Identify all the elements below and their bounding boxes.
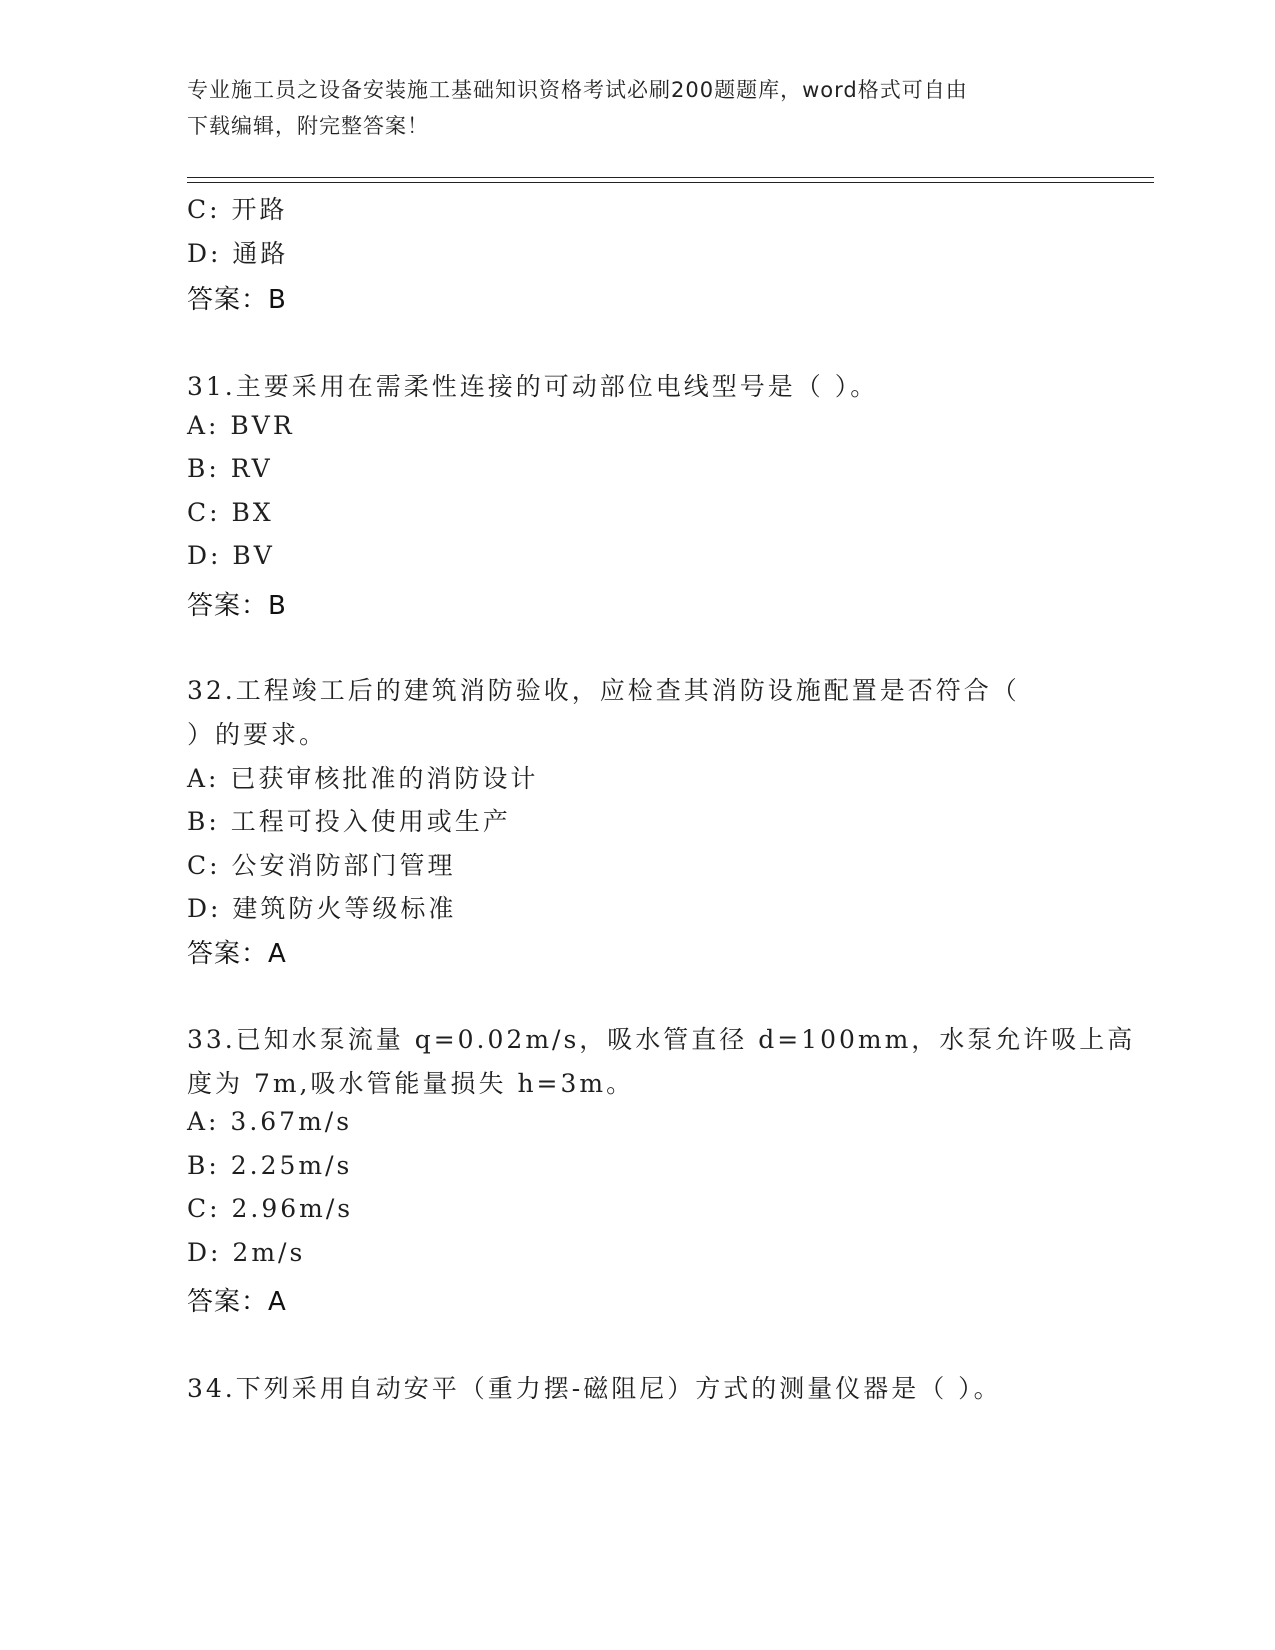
header-divider-bottom [187,182,1154,183]
q31-option-b: B: RV [187,454,273,483]
q32-option-c: C: 公安消防部门管理 [187,851,456,880]
q32-option-a: A: 已获审核批准的消防设计 [187,764,539,793]
q32-question-line-1: 32.工程竣工后的建筑消防验收，应检查其消防设施配置是否符合（ [187,676,1020,705]
q33-option-b: B: 2.25m/s [187,1151,353,1180]
q32-option-d: D: 建筑防火等级标准 [187,894,457,923]
q31-option-d: D: BV [187,541,275,570]
q33-question-line-1: 33.已知水泵流量 q=0.02m/s，吸水管直径 d=100mm，水泵允许吸上高 [187,1025,1136,1054]
q31-option-a: A: BVR [187,411,295,440]
q32-option-b: B: 工程可投入使用或生产 [187,807,511,836]
q31-option-c: C: BX [187,498,274,527]
prev-option-d: D: 通路 [187,239,289,268]
document-header [187,72,1087,144]
q32-question-line-2: ）的要求。 [187,720,328,749]
header-divider-top [187,177,1154,178]
q31-answer: 答案：B [187,591,287,621]
q31-question: 31.主要采用在需柔性连接的可动部位电线型号是（ ）。 [187,372,879,401]
header-line-1: 专业施工员之设备安装施工基础知识资格考试必刷200题题库，word格式可自由 [187,78,968,102]
q33-question-line-2: 度为 7m,吸水管能量损失 h=3m。 [187,1069,635,1098]
q32-answer: 答案：A [187,939,287,969]
header-line-2: 下载编辑，附完整答案！ [187,114,429,138]
q34-question: 34.下列采用自动安平（重力摆-磁阻尼）方式的测量仪器是（ ）。 [187,1374,1002,1403]
prev-answer: 答案：B [187,285,287,315]
q33-option-a: A: 3.67m/s [187,1107,353,1136]
q33-option-d: D: 2m/s [187,1238,306,1267]
q33-answer: 答案：A [187,1287,287,1317]
q33-option-c: C: 2.96m/s [187,1194,354,1223]
prev-option-c: C: 开路 [187,195,288,224]
